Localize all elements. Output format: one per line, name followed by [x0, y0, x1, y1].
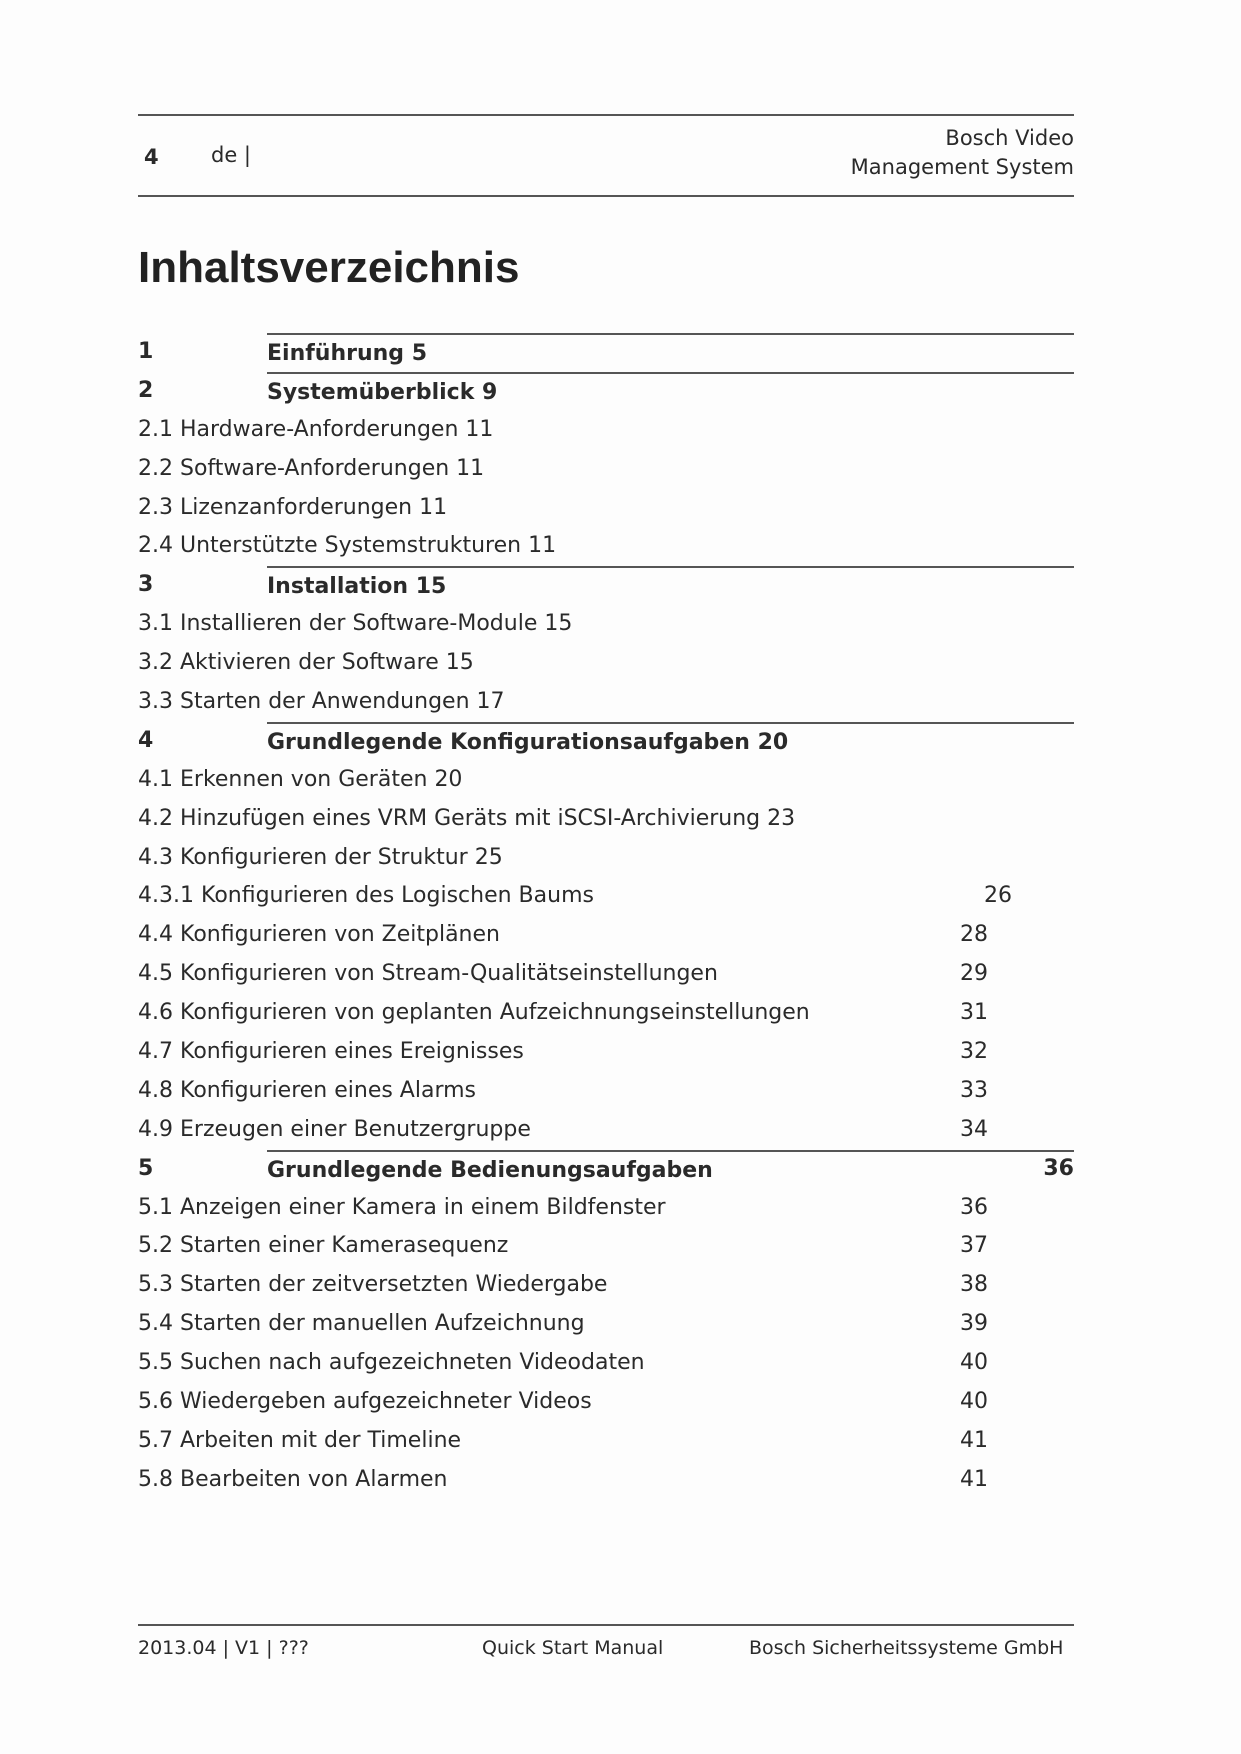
toc-entry-title: Anzeigen einer Kamera in einem Bildfenster [180, 1194, 666, 1220]
toc-entry-title: Lizenzanforderungen [180, 494, 413, 520]
toc-entry-title: Konfigurieren von Stream-Qualitätseinstellungen [180, 961, 718, 987]
toc-section[interactable] [138, 994, 1074, 1033]
toc-entry-number: 5.8 [138, 1466, 173, 1492]
toc-entry-title: Unterstützte Systemstrukturen [180, 533, 522, 559]
page-footer [138, 1624, 1074, 1670]
toc-entry-page: 41 [960, 1427, 988, 1453]
toc-entry-number: 4.7 [138, 1039, 173, 1065]
toc-chapter-heading [267, 1150, 1074, 1189]
toc-section[interactable] [138, 1072, 1074, 1111]
toc-entry-number: 5.6 [138, 1389, 173, 1415]
toc-entry-number: 3.3 [138, 689, 173, 715]
toc-chapter-heading [267, 722, 1074, 761]
page-header [138, 114, 1074, 197]
toc-section[interactable] [138, 1344, 1074, 1383]
toc-entry-page: 38 [960, 1272, 988, 1298]
toc-entry-number: 4.3.1 [138, 883, 194, 909]
toc-entry-page: 40 [960, 1389, 988, 1415]
toc-entry-title: Erzeugen einer Benutzergruppe [180, 1116, 531, 1142]
toc-entry-number: 3 [138, 572, 154, 598]
toc-entry-page: 20 [757, 729, 789, 755]
toc-section[interactable] [138, 1111, 1074, 1150]
toc-entry-title: Arbeiten mit der Timeline [180, 1427, 462, 1453]
toc-entry-page: 26 [984, 883, 1012, 909]
toc-entry-title: Starten der manuellen Aufzeichnung [180, 1311, 585, 1337]
toc-entry-page: 11 [419, 494, 448, 520]
toc-subsection[interactable] [138, 877, 1074, 916]
toc-chapter-heading [267, 566, 1074, 605]
toc-section[interactable] [138, 1227, 1074, 1266]
toc-entry-title: Konfigurieren von geplanten Aufzeichnungseinstellungen [180, 1000, 810, 1026]
document-title [851, 124, 1074, 182]
toc-entry-page: 40 [960, 1350, 988, 1376]
toc-entry-page: 29 [960, 961, 988, 987]
toc-entry-page: 20 [434, 766, 463, 792]
toc-section[interactable] [138, 955, 1074, 994]
document-title-line1: Bosch Video [945, 126, 1074, 150]
toc-section[interactable] [138, 489, 1074, 528]
toc-entry-number: 4.9 [138, 1116, 173, 1142]
toc-entry-title: Hardware-Anforderungen [180, 416, 459, 442]
toc-entry-number: 4.2 [138, 805, 173, 831]
toc-entry-number: 2.3 [138, 494, 173, 520]
toc-entry-number: 4.1 [138, 766, 173, 792]
toc-entry-number: 1 [138, 339, 154, 364]
toc-section[interactable] [138, 527, 1074, 566]
toc-entry-page: 33 [960, 1077, 988, 1103]
footer-version: 2013.04 | V1 | ??? [138, 1637, 309, 1659]
toc-entry-page: 5 [411, 341, 428, 366]
toc-entry-page: 31 [960, 1000, 988, 1026]
toc-entry-number: 4.6 [138, 1000, 173, 1026]
toc-entry-number: 5.4 [138, 1311, 173, 1337]
toc-entry-page: 15 [445, 650, 474, 676]
toc-entry-title: Wiedergeben aufgezeichneter Videos [180, 1389, 592, 1415]
toc-entry-page: 32 [960, 1039, 988, 1065]
toc-entry-title: Grundlegende Bedienungsaufgaben [267, 1157, 713, 1183]
toc-entry-page: 11 [456, 455, 485, 481]
toc-entry-title: Aktivieren der Software [180, 650, 439, 676]
document-title-line2: Management System [850, 155, 1074, 179]
toc-entry-title: Konfigurieren eines Alarms [180, 1077, 477, 1103]
toc-entry-page: 25 [474, 844, 503, 870]
toc-entry-page: 39 [960, 1311, 988, 1337]
toc-entry-number: 2.2 [138, 455, 173, 481]
toc-entry-number: 3.1 [138, 611, 173, 637]
toc-section[interactable] [138, 1189, 1074, 1228]
toc-entry-number: 4.4 [138, 922, 173, 948]
toc-section[interactable] [138, 1266, 1074, 1305]
toc-entry-number: 5.5 [138, 1350, 173, 1376]
toc-entry-title: Systemüberblick [267, 379, 475, 405]
toc-entry-page: 23 [767, 805, 796, 831]
toc-entry-title: Grundlegende Konfigurationsaufgaben [267, 729, 750, 755]
footer-doc-type: Quick Start Manual [482, 1637, 664, 1659]
toc-section[interactable] [138, 644, 1074, 683]
toc-entry-title: Software-Anforderungen [180, 455, 450, 481]
toc-entry-number: 2.4 [138, 533, 173, 559]
toc-entry-number: 5.1 [138, 1194, 173, 1220]
table-of-contents [138, 333, 1074, 1500]
toc-entry-page: 11 [528, 533, 557, 559]
toc-entry-page: 9 [482, 379, 498, 405]
toc-entry-page: 17 [476, 689, 505, 715]
toc-chapter[interactable] [138, 333, 1074, 372]
toc-entry-title: Hinzufügen eines VRM Geräts mit iSCSI-Archivierung [180, 805, 761, 831]
toc-entry-title: Bearbeiten von Alarmen [180, 1466, 448, 1492]
toc-entry-page: 34 [960, 1116, 988, 1142]
toc-entry-number: 5.3 [138, 1272, 173, 1298]
toc-section[interactable] [138, 839, 1074, 878]
toc-entry-title: Starten der Anwendungen [180, 689, 470, 715]
toc-section[interactable] [138, 450, 1074, 489]
toc-entry-number: 3.2 [138, 650, 173, 676]
toc-section[interactable] [138, 605, 1074, 644]
toc-section[interactable] [138, 683, 1074, 722]
toc-entry-title: Einführung [267, 341, 405, 366]
toc-entry-page: 36 [960, 1194, 988, 1220]
toc-entry-page: 15 [415, 574, 447, 600]
toc-section[interactable] [138, 916, 1074, 955]
toc-entry-title: Konfigurieren von Zeitplänen [180, 922, 500, 948]
toc-entry-number: 4 [138, 727, 154, 753]
toc-entry-title: Starten einer Kamerasequenz [180, 1233, 509, 1259]
page-number: 4 [144, 145, 159, 169]
toc-entry-title: Konfigurieren des Logischen Baums [200, 883, 594, 909]
toc-entry-page: 37 [960, 1233, 988, 1259]
toc-entry-number: 5.7 [138, 1427, 173, 1453]
toc-chapter[interactable] [138, 722, 1074, 761]
language-label: de | [211, 143, 252, 167]
footer-company: Bosch Sicherheitssysteme GmbH [749, 1637, 1064, 1659]
toc-entry-number: 2 [138, 377, 154, 403]
toc-section[interactable] [138, 1305, 1074, 1344]
toc-chapter[interactable] [138, 1150, 1074, 1189]
toc-entry-title: Installation [267, 574, 409, 600]
toc-entry-number: 2.1 [138, 416, 173, 442]
toc-section[interactable] [138, 800, 1074, 839]
toc-entry-page: 28 [960, 922, 988, 948]
toc-chapter-heading [267, 372, 1074, 411]
toc-entry-title: Installieren der Software-Module [180, 611, 538, 637]
toc-section[interactable] [138, 1461, 1074, 1500]
toc-entry-page: 15 [544, 611, 573, 637]
toc-entry-title: Erkennen von Geräten [180, 766, 428, 792]
toc-entry-title: Starten der zeitversetzten Wiedergabe [180, 1272, 608, 1298]
toc-entry-number: 4.8 [138, 1077, 173, 1103]
toc-entry-title: Suchen nach aufgezeichneten Videodaten [180, 1350, 645, 1376]
toc-entry-page: 41 [960, 1466, 988, 1492]
toc-entry-page: 36 [1043, 1155, 1074, 1181]
toc-heading: Inhaltsverzeichnis [138, 243, 520, 292]
toc-entry-number: 5 [138, 1155, 154, 1181]
toc-chapter[interactable] [138, 372, 1074, 411]
toc-entry-number: 5.2 [138, 1233, 173, 1259]
toc-entry-title: Konfigurieren eines Ereignisses [180, 1039, 524, 1065]
toc-section[interactable] [138, 411, 1074, 450]
toc-section[interactable] [138, 1422, 1074, 1461]
toc-chapter-heading [267, 333, 1074, 372]
toc-section[interactable] [138, 1383, 1074, 1422]
toc-chapter[interactable] [138, 566, 1074, 605]
toc-section[interactable] [138, 761, 1074, 800]
toc-entry-number: 4.3 [138, 844, 173, 870]
toc-entry-number: 4.5 [138, 961, 173, 987]
toc-section[interactable] [138, 1033, 1074, 1072]
toc-entry-title: Konfigurieren der Struktur [180, 844, 468, 870]
toc-entry-page: 11 [465, 416, 494, 442]
